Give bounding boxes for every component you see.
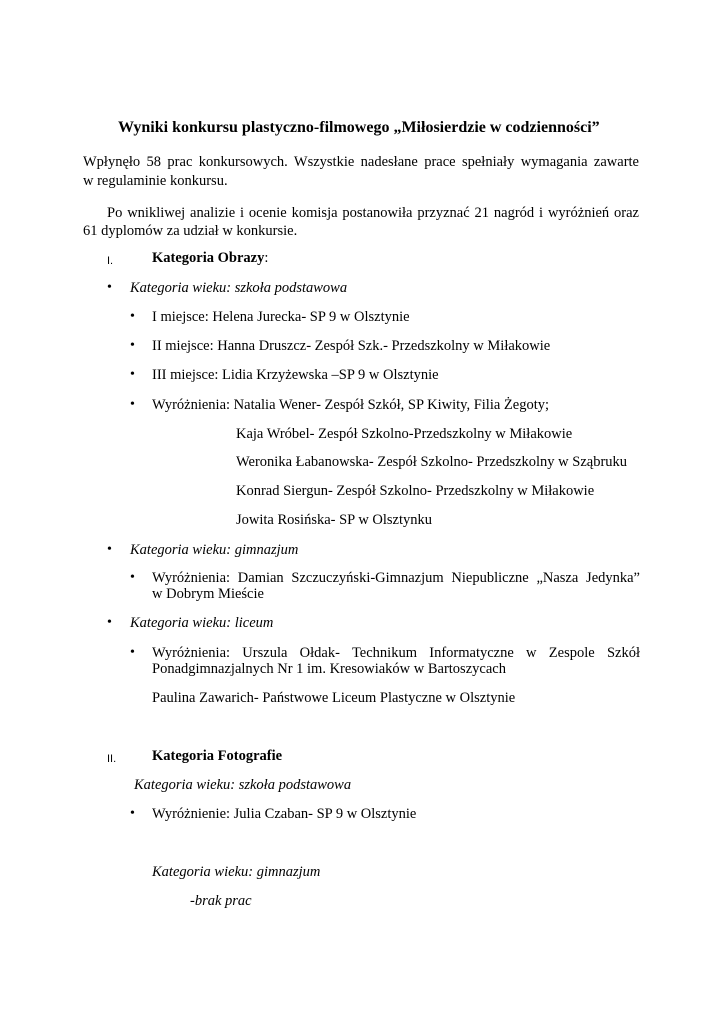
distinction-entry: Kaja Wróbel- Zespół Szkolno-Przedszkolny w Miłakowie — [236, 426, 573, 442]
section-1-third-place: III miejsce: Lidia Krzyżewska –SP 9 w Olsztynie — [152, 367, 439, 383]
section-1-lic-distinction-line-3: Paulina Zawarich- Państwowe Liceum Plastyczne w Olsztynie — [152, 690, 516, 706]
section-2-sp-label: Kategoria wieku: szkoła podstawowa — [134, 777, 352, 793]
section-1-gim-label: Kategoria wieku: gimnazjum — [130, 542, 299, 558]
section-1-distinctions-line-1: Wyróżnienia: Natalia Wener- Zespół Szkół, SP Kiwity, Filia Żegoty; — [152, 397, 550, 413]
section-1-lic-distinction-line-1: Wyróżnienia: Urszula Ołdak- Technikum Informatyczne w Zespole Szkół — [152, 645, 640, 661]
section-2-heading: Kategoria Fotografie — [152, 748, 283, 764]
bullet-icon: • — [107, 615, 112, 630]
section-1-heading-colon: : — [264, 250, 269, 266]
section-2-numeral: II. — [107, 753, 117, 765]
intro-line-2: w regulaminie konkursu. — [83, 173, 228, 189]
section-1-lic-distinction-line-2: Ponadgimnazjalnych Nr 1 im. Kresowiaków w Bartoszycach — [152, 661, 506, 677]
bullet-icon: • — [107, 280, 112, 295]
intro-line-3: Po wnikliwej analizie i ocenie komisja postanowiła przyznać 21 nagród i wyróżnień oraz — [107, 205, 639, 221]
bullet-icon: • — [130, 570, 135, 585]
bullet-icon: • — [130, 367, 135, 382]
bullet-icon: • — [107, 542, 112, 557]
intro-line-1: Wpłynęło 58 prac konkursowych. Wszystkie nadesłane prace spełniały wymagania zawarte — [83, 154, 639, 170]
section-1-heading — [152, 249, 268, 267]
section-1-heading-text: Kategoria Obrazy — [152, 250, 265, 266]
bullet-icon: • — [130, 309, 135, 324]
distinction-entry: Konrad Siergun- Zespół Szkolno- Przedszkolny w Miłakowie — [236, 483, 595, 499]
bullet-icon: • — [130, 806, 135, 821]
bullet-icon: • — [130, 397, 135, 412]
section-2-no-works: -brak prac — [190, 893, 252, 909]
bullet-icon: • — [130, 338, 135, 353]
section-2-distinction: Wyróżnienie: Julia Czaban- SP 9 w Olsztynie — [152, 806, 417, 822]
section-1-lic-label: Kategoria wieku: liceum — [130, 615, 274, 631]
bullet-icon: • — [130, 645, 135, 660]
section-1-sp-label: Kategoria wieku: szkoła podstawowa — [130, 280, 348, 296]
intro-line-4: 61 dyplomów za udział w konkursie. — [83, 223, 298, 239]
page-title: Wyniki konkursu plastyczno-filmowego „Miłosierdzie w codzienności” — [118, 119, 600, 136]
section-1-gim-distinction-line-2: w Dobrym Mieście — [152, 586, 264, 602]
distinction-entry: Weronika Łabanowska- Zespół Szkolno- Przedszkolny w Sząbruku — [236, 454, 628, 470]
section-1-first-place: I miejsce: Helena Jurecka- SP 9 w Olsztynie — [152, 309, 410, 325]
section-1-second-place: II miejsce: Hanna Druszcz- Zespół Szk.- Przedszkolny w Miłakowie — [152, 338, 551, 354]
section-2-gim-label: Kategoria wieku: gimnazjum — [152, 864, 321, 880]
section-1-gim-distinction-line-1: Wyróżnienia: Damian Szczuczyński-Gimnazjum Niepubliczne „Nasza Jedynka” — [152, 570, 640, 586]
distinction-entry: Jowita Rosińska- SP w Olsztynku — [236, 512, 433, 528]
section-1-numeral: I. — [107, 255, 114, 267]
